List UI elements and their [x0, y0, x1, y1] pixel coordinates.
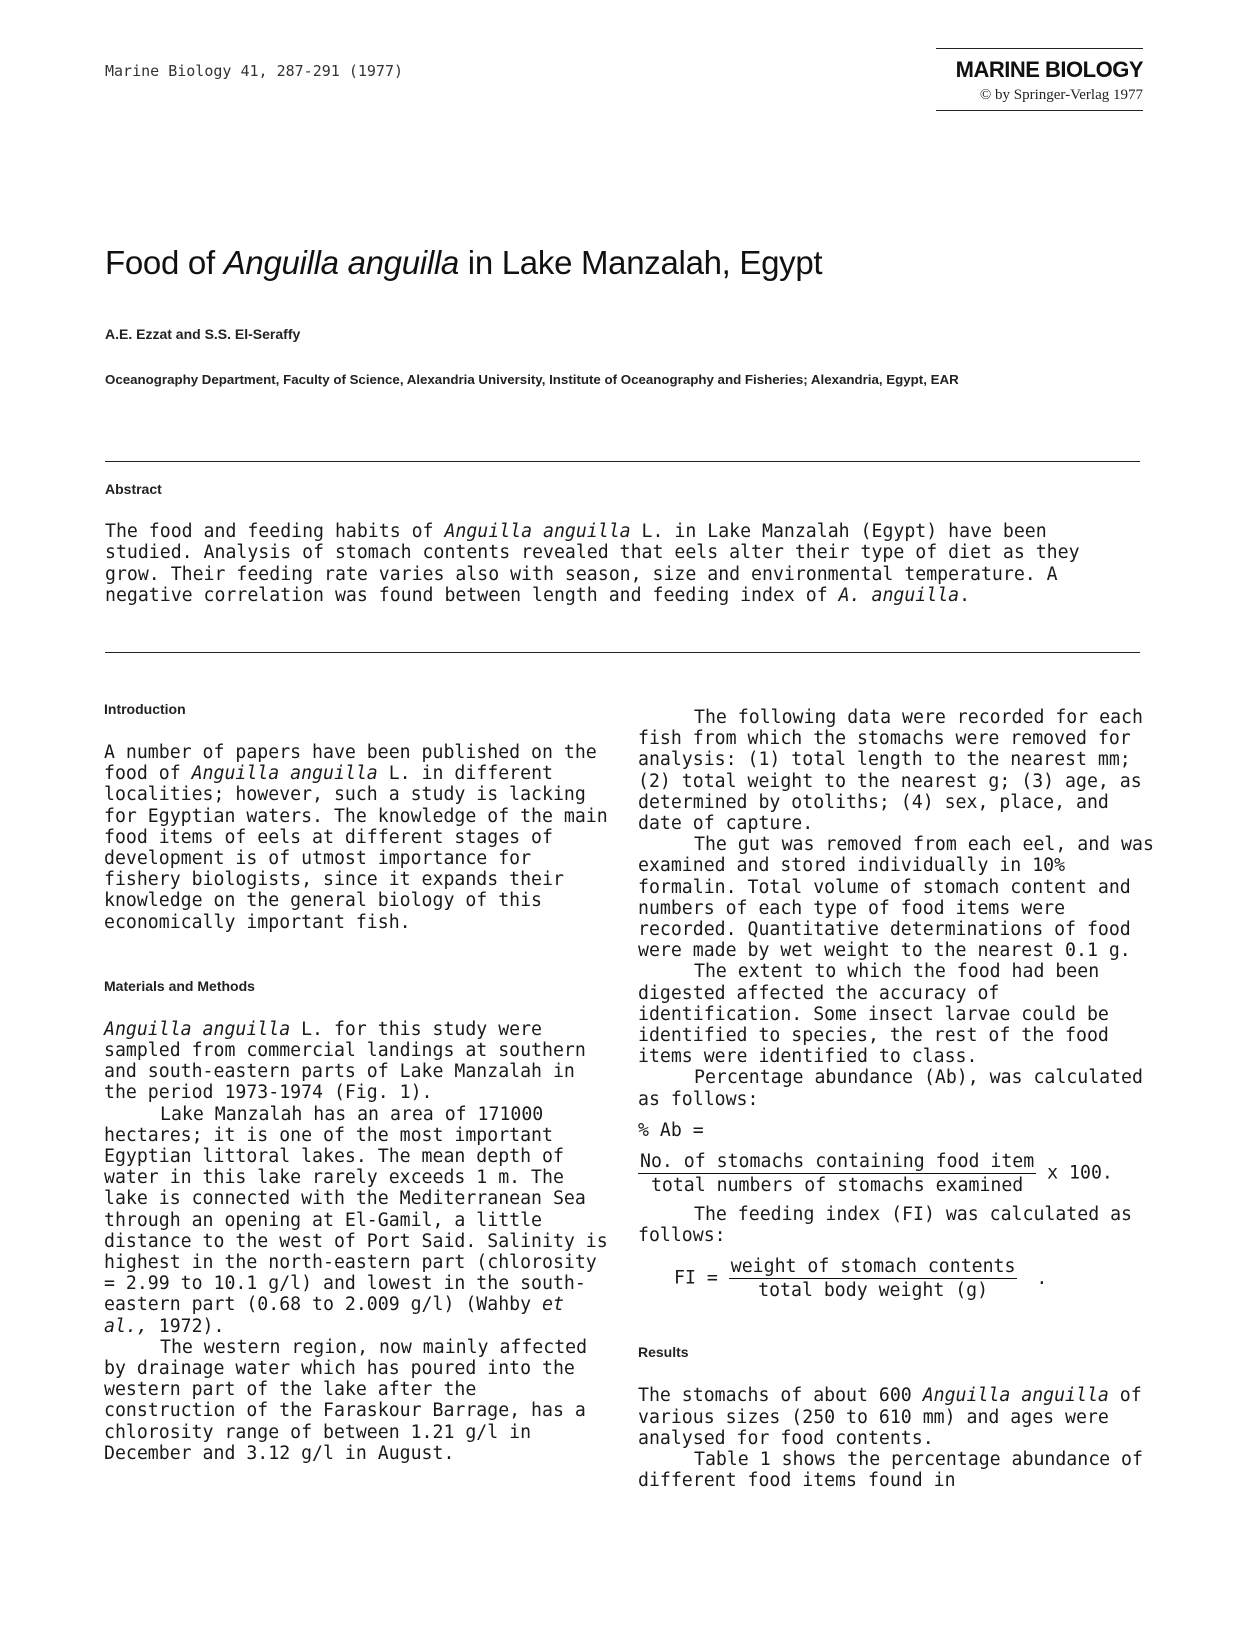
- paper-title: [105, 244, 822, 282]
- methods-paragraph-4: The following data were recorded for each fish from which the stomachs were removed for analysis: (1) total length to the nearest mm; (2) total weight to the nearest g; (3) age, as determined by otoliths; (4) sex, place, and date of capture.: [638, 707, 1143, 835]
- abundance-formula: [638, 1120, 1158, 1196]
- fi-numerator: weight of stomach contents: [730, 1256, 1016, 1278]
- abstract-text: [105, 521, 1145, 607]
- affiliation: Oceanography Department, Faculty of Science, Alexandria University, Institute of Oceanography and Fisheries; Alexandria, Egypt, EAR: [105, 372, 959, 387]
- methods-paragraph-7: Percentage abundance (Ab), was calculated as follows:: [638, 1067, 1143, 1110]
- results-species: Anguilla anguilla: [922, 1385, 1109, 1407]
- abstract-text-1: The food and feeding habits of: [105, 521, 445, 542]
- methods-paragraph-8: The feeding index (FI) was calculated as follows:: [638, 1204, 1132, 1247]
- introduction-paragraph: [104, 742, 614, 933]
- fi-fraction: [729, 1256, 1018, 1301]
- abundance-numerator: No. of stomachs containing food item: [640, 1151, 1035, 1173]
- journal-masthead: [936, 48, 1143, 111]
- methods-text-1: L. for this study were sampled from commercial landings at southern and south-eastern parts of Lake Manzalah in the period 1973-1974 (Fig. 1).: [104, 1018, 586, 1104]
- fi-lhs: FI =: [674, 1267, 718, 1289]
- fi-denominator: total body weight (g): [758, 1280, 989, 1302]
- abundance-lhs: % Ab =: [638, 1119, 704, 1141]
- results-text-1: The stomachs of about 600: [638, 1385, 923, 1407]
- intro-text-2: L. in different localities; however, such a study is lacking for Egyptian waters. The knowledge of the main food items of eels at different stages of development is of utmost importance for fishery biologists, since it expands their knowledge on the general biology of this economically important fish.: [104, 763, 608, 933]
- authors: A.E. Ezzat and S.S. El-Seraffy: [105, 326, 301, 342]
- abstract-species-short: A. anguilla: [838, 585, 960, 607]
- title-pre: Food of: [105, 244, 224, 281]
- results-heading: Results: [638, 1344, 689, 1361]
- abundance-fraction: [638, 1151, 1036, 1196]
- right-column: [638, 707, 1158, 1491]
- journal-name: MARINE BIOLOGY: [955, 57, 1143, 82]
- abstract-bottom-rule: [105, 652, 1140, 653]
- fi-end: .: [1036, 1267, 1048, 1289]
- methods-paragraph-3: The western region, now mainly affected by drainage water which has poured into the western part of the lake after the construction of the Faraskour Barrage, has a chlorosity range of between 1.21 g/l in December and 3.12 g/l in August.: [104, 1336, 588, 1464]
- title-post: in Lake Manzalah, Egypt: [458, 244, 823, 281]
- abstract-top-rule: [105, 461, 1140, 462]
- intro-species: Anguilla anguilla: [191, 763, 378, 785]
- abundance-denominator: total numbers of stomachs examined: [650, 1175, 1024, 1197]
- results-text-2: of various sizes (250 to 610 mm) and ages were analysed for food contents.: [638, 1385, 1142, 1449]
- methods-paragraph-5: The gut was removed from each eel, and was examined and stored individually in 10% formalin. Total volume of stomach content and numbers of each type of food items were recorded. Quantitative determinations of food were made by wet weight to the nearest 0.1 g.: [638, 834, 1154, 962]
- title-species: Anguilla anguilla: [223, 244, 459, 281]
- feeding-index-formula: [674, 1256, 1158, 1301]
- methods-heading: Materials and Methods: [104, 977, 255, 994]
- methods-text-2a: Lake Manzalah has an area of 171000 hectares; it is one of the most important Egyptian littoral lakes. The mean depth of water in this lake rarely exceeds 1 m. The lake is connected with the Mediterranean Sea through an opening at El-Gamil, a little distance to the west of Port Said. Salinity is highest in the north-eastern part (chlorosity = 2.99 to 10.1 g/l) and lowest in the south-eastern part (0.68 to 2.009 g/l) (Wahby: [104, 1103, 608, 1316]
- journal-citation: Marine Biology 41, 287-291 (1977): [105, 62, 404, 80]
- introduction-heading: Introduction: [104, 701, 186, 717]
- methods-etal: et al.,: [104, 1294, 564, 1337]
- results-paragraph-2: Table 1 shows the percentage abundance of different food items found in: [638, 1449, 1143, 1492]
- methods-species: Anguilla anguilla: [104, 1018, 291, 1040]
- results-paragraph-1: [638, 1385, 1158, 1449]
- abstract-species: Anguilla anguilla: [444, 521, 631, 542]
- left-column: [104, 700, 614, 1464]
- methods-paragraph-6: The extent to which the food had been digested affected the accuracy of identification. Some insect larvae could be identified to species, the rest of the food items were identified to class.: [638, 961, 1109, 1068]
- intro-text-1: A number of papers have been published on the food of: [104, 742, 597, 785]
- methods-text-2b: 1972).: [147, 1315, 225, 1337]
- abstract-heading: Abstract: [105, 481, 162, 497]
- methods-paragraph-1: [104, 1019, 614, 1104]
- abstract-text-2: L. in Lake Manzalah (Egypt) have been studied. Analysis of stomach contents revealed that eels alter their type of diet as they grow. Their feeding rate varies also with season, size and environmental temperature. A negative correlation was found between length and feeding index of: [105, 521, 1080, 607]
- methods-paragraph-2: [104, 1104, 614, 1337]
- abstract-text-3: .: [959, 585, 971, 607]
- copyright-notice: © by Springer-Verlag 1977: [979, 87, 1143, 103]
- abundance-multiplier: x 100.: [1047, 1162, 1113, 1184]
